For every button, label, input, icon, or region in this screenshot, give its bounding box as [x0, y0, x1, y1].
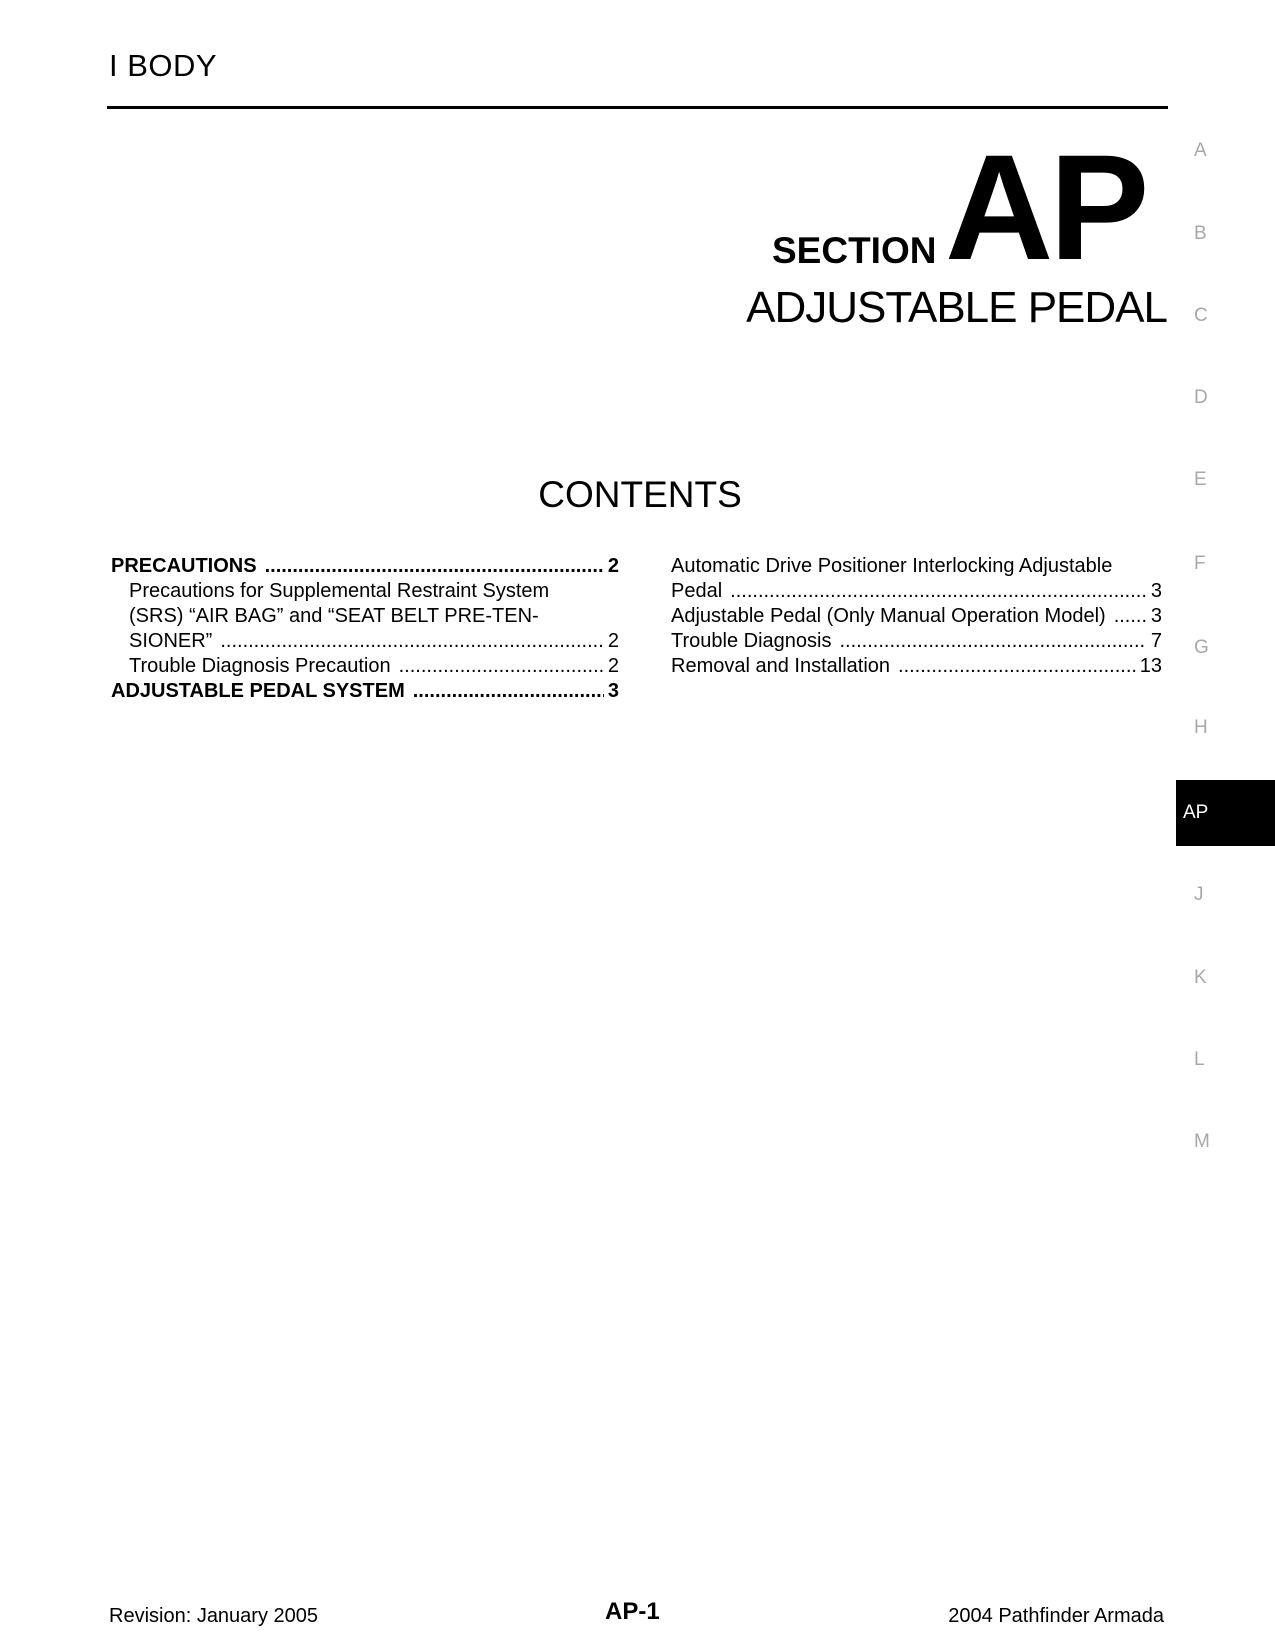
- section-group-label: I BODY: [109, 48, 218, 83]
- toc-entry-trouble-diagnosis[interactable]: [671, 629, 1162, 654]
- section-tab-b[interactable]: B: [1194, 223, 1207, 244]
- toc-leader-dots: [265, 554, 604, 579]
- toc-entry-title: Trouble Diagnosis Precaution: [129, 655, 391, 677]
- footer-page-number: AP-1: [605, 1598, 660, 1625]
- toc-entry-adjustable-pedal-system[interactable]: [111, 679, 619, 704]
- toc-entry-trouble-diagnosis-precaution[interactable]: [111, 654, 619, 679]
- toc-leader-dots: [730, 579, 1147, 604]
- toc-entry-removal-installation[interactable]: [671, 654, 1162, 679]
- footer-model: 2004 Pathfinder Armada: [948, 1605, 1164, 1627]
- toc-entry-title-line: SIONER”: [129, 630, 213, 652]
- section-code: AP: [945, 123, 1146, 291]
- toc-leader-dots: [399, 654, 604, 679]
- toc-leader-dots: [1114, 604, 1147, 629]
- toc-entry-manual-operation-model[interactable]: [671, 604, 1162, 629]
- section-tab-d[interactable]: D: [1194, 387, 1208, 408]
- toc-entry-srs-precautions[interactable]: [111, 579, 619, 654]
- toc-entry-title-line: Pedal: [671, 580, 723, 602]
- section-word: SECTION: [772, 230, 937, 271]
- toc-entry-page: 3: [1150, 580, 1162, 602]
- section-tab-m[interactable]: M: [1194, 1131, 1210, 1152]
- header-rule: [107, 106, 1168, 109]
- toc-entry-title: Adjustable Pedal (Only Manual Operation Model): [671, 605, 1106, 627]
- toc-left-column: [111, 554, 619, 704]
- toc-entry-title-line: Precautions for Supplemental Restraint System: [129, 580, 550, 602]
- toc-entry-title-line: Automatic Drive Positioner Interlocking Adjustable: [671, 555, 1113, 577]
- section-tab-h[interactable]: H: [1194, 717, 1208, 738]
- section-tab-g[interactable]: G: [1194, 637, 1209, 658]
- toc-entry-precautions[interactable]: [111, 554, 619, 579]
- toc-leader-dots: [898, 654, 1136, 679]
- toc-entry-title: PRECAUTIONS: [111, 555, 257, 577]
- toc-entry-page: 3: [607, 680, 619, 702]
- toc-entry-title: ADJUSTABLE PEDAL SYSTEM: [111, 680, 405, 702]
- section-tab-c[interactable]: C: [1194, 305, 1208, 326]
- toc-leader-dots: [220, 629, 604, 654]
- toc-entry-page: 7: [1150, 630, 1162, 652]
- toc-right-column: [671, 554, 1162, 679]
- toc-entry-title: Removal and Installation: [671, 655, 891, 677]
- toc-entry-page: 3: [1150, 605, 1162, 627]
- section-tab-a[interactable]: A: [1194, 140, 1207, 161]
- section-index-tabs: [1176, 0, 1275, 1651]
- toc-entry-page: 13: [1139, 655, 1162, 677]
- section-tab-ap-active[interactable]: AP: [1176, 780, 1275, 846]
- section-tab-l[interactable]: L: [1194, 1049, 1205, 1070]
- toc-entry-page: 2: [607, 655, 619, 677]
- section-tab-f[interactable]: F: [1194, 553, 1206, 574]
- toc-entry-title-line: (SRS) “AIR BAG” and “SEAT BELT PRE-TEN-: [129, 605, 539, 627]
- toc-entry-page: 2: [607, 555, 619, 577]
- section-tab-e[interactable]: E: [1194, 469, 1207, 490]
- section-tab-j[interactable]: J: [1194, 884, 1204, 905]
- section-tab-k[interactable]: K: [1194, 967, 1207, 988]
- section-title: ADJUSTABLE PEDAL: [746, 283, 1167, 332]
- toc-entry-page: 2: [607, 630, 619, 652]
- contents-heading: CONTENTS: [538, 474, 742, 515]
- toc-leader-dots: [413, 679, 604, 704]
- toc-entry-adp-interlocking-pedal[interactable]: [671, 554, 1162, 604]
- footer-revision: Revision: January 2005: [109, 1605, 319, 1627]
- toc-entry-title: Trouble Diagnosis: [671, 630, 832, 652]
- toc-leader-dots: [839, 629, 1146, 654]
